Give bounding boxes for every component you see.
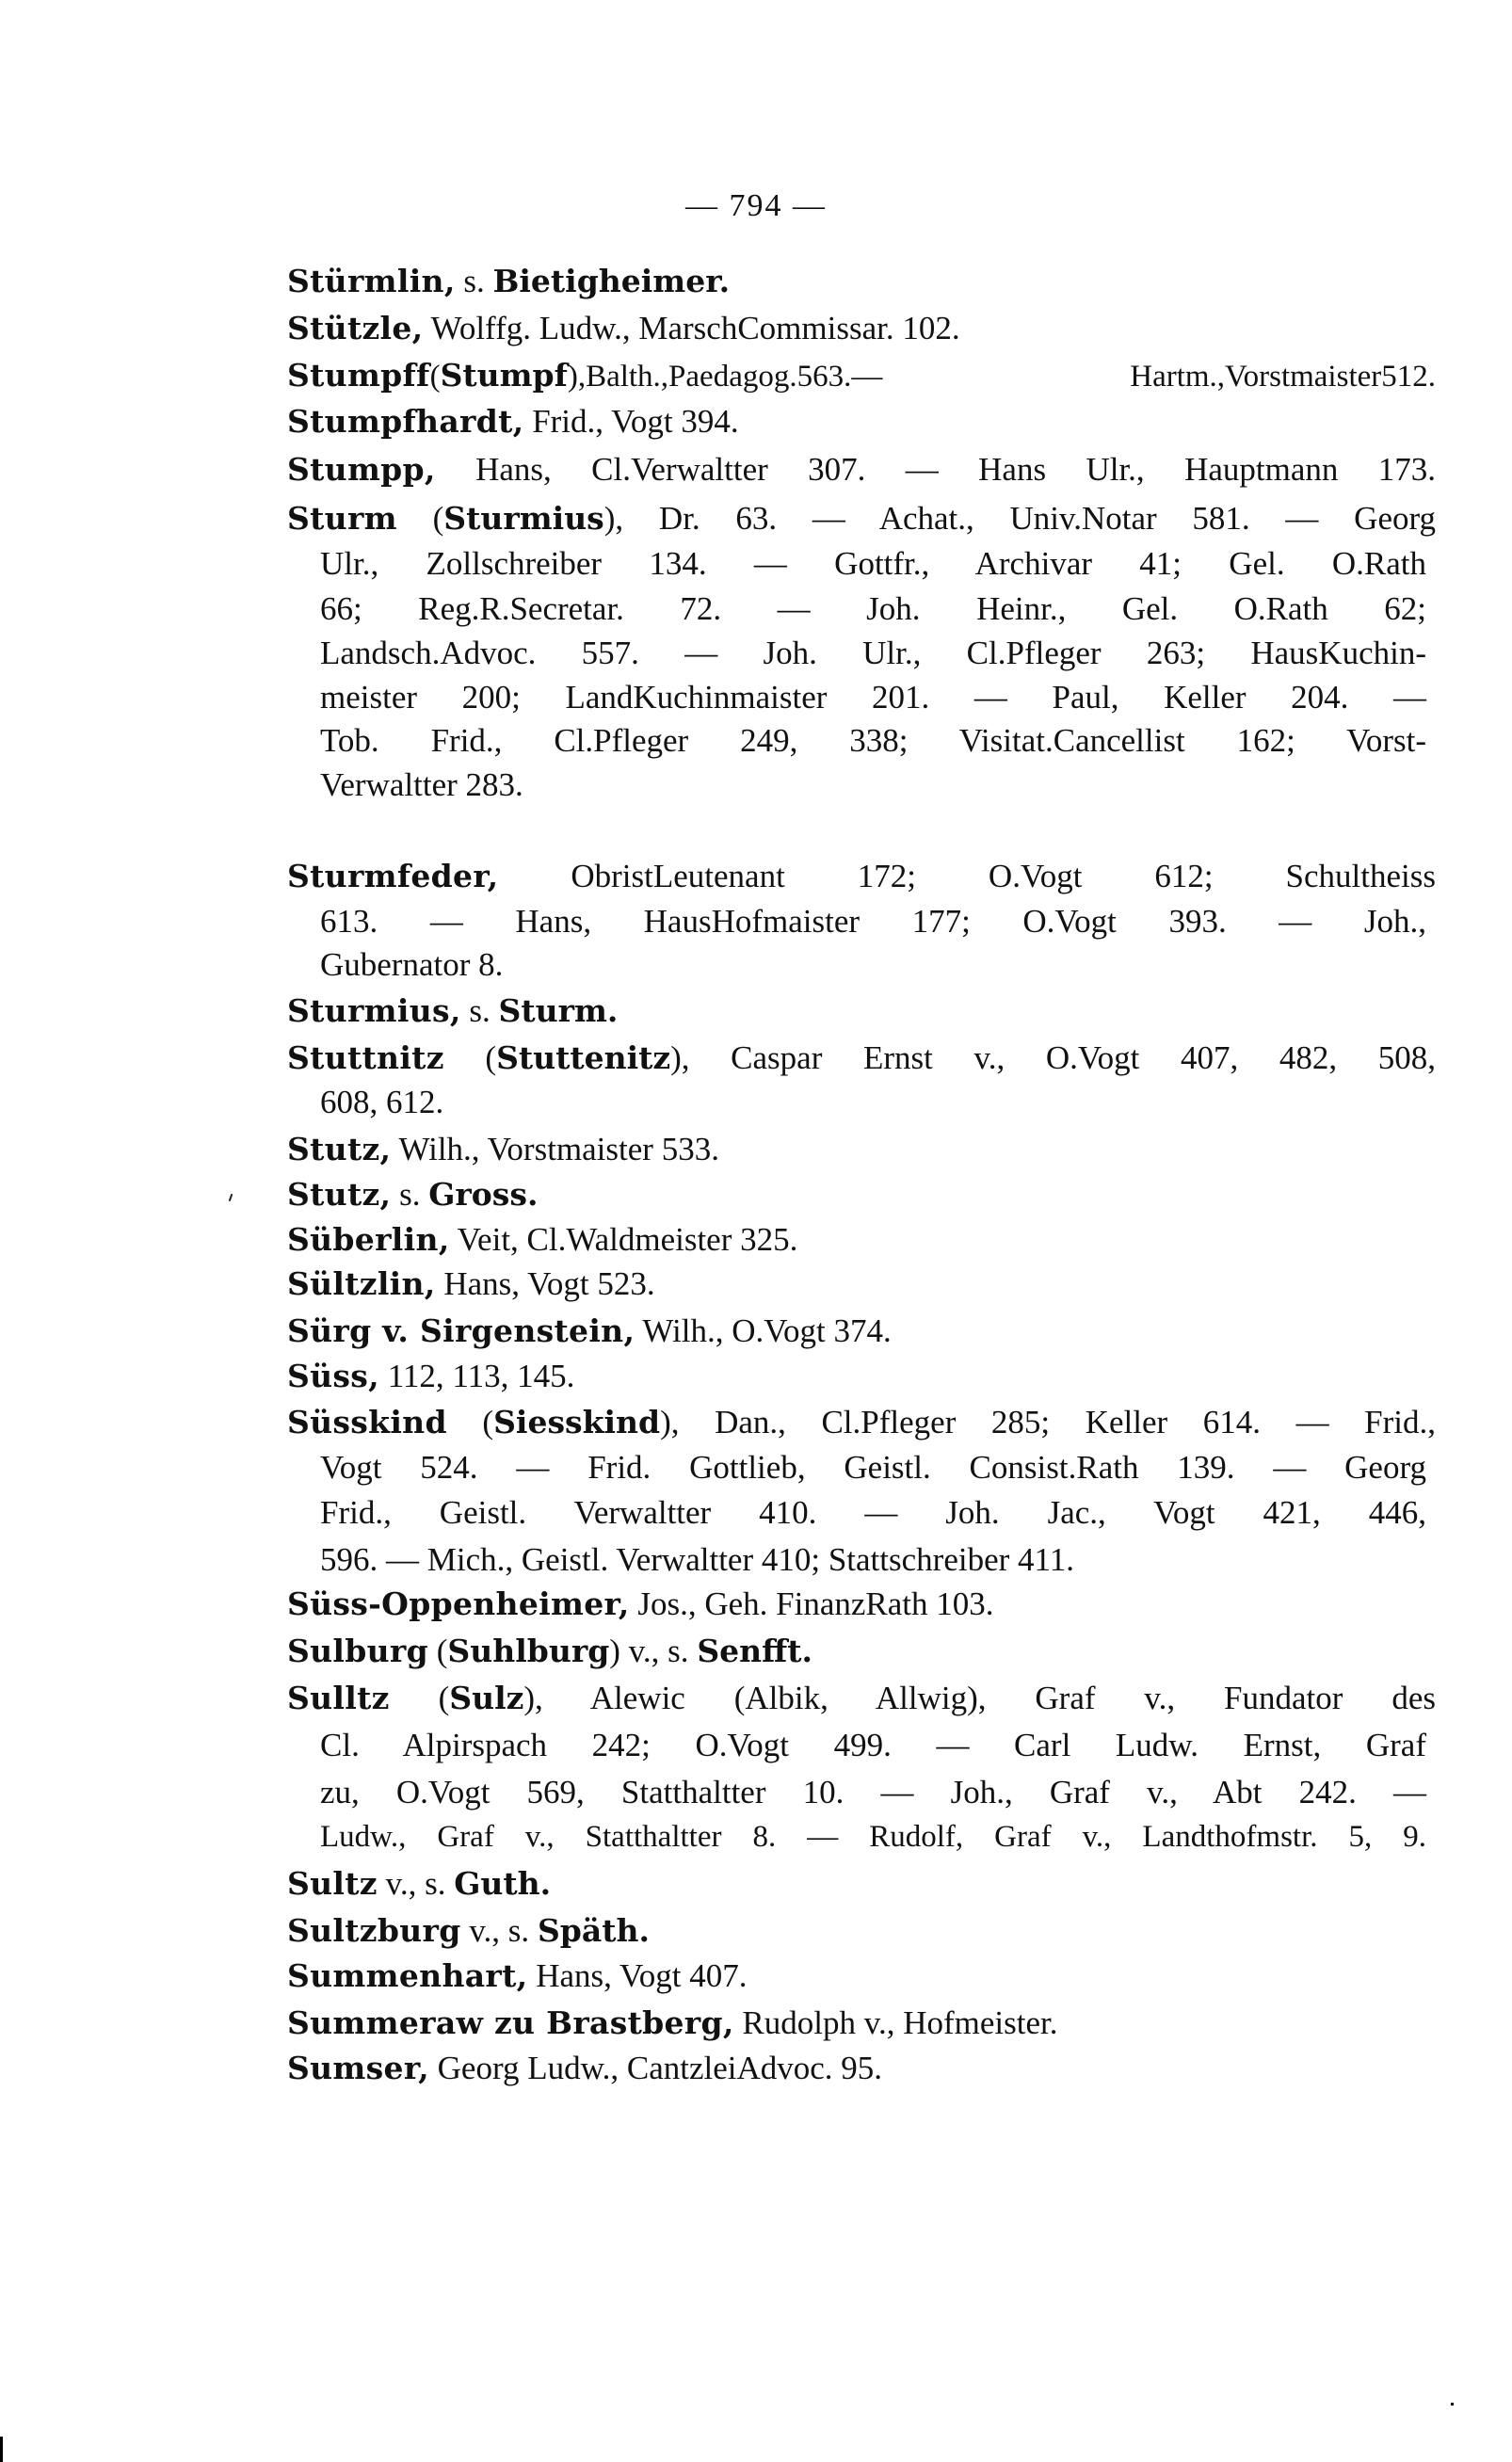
entry-continuation: Cl. Alpirspach 242; O.Vogt 499. — Carl Ludw. Ernst, Graf: [320, 1727, 1426, 1763]
entry-continuation: Verwaltter 283.: [320, 766, 523, 803]
entry-text: Jos., Geh. FinanzRath 103.: [629, 1585, 994, 1622]
entry-continuation: 608, 612.: [320, 1084, 444, 1120]
cross-reference: Suhlburg: [447, 1633, 610, 1669]
entry-line: [287, 2003, 1436, 2043]
entry-line: [287, 2049, 1436, 2088]
headword: Stutz,: [287, 1131, 392, 1167]
entry-continuation: 596. — Mich., Geistl. Verwaltter 410; Stattschreiber 411.: [320, 1541, 1074, 1578]
entry-text: Hans, Vogt 523.: [435, 1265, 655, 1302]
headword: Sultz: [287, 1865, 378, 1902]
entry-text: Rudolph v., Hofmeister.: [733, 2004, 1058, 2041]
entry-text: (: [389, 1680, 450, 1716]
entry-text: (: [443, 1039, 497, 1076]
entry-line: [287, 499, 1436, 539]
headword: Sumser,: [287, 2050, 429, 2086]
stray-mark: [229, 1194, 233, 1201]
entry-text: Wilh., Vorstmaister 533.: [391, 1131, 719, 1167]
headword: Stützle,: [287, 310, 424, 346]
entry-continuation: Ulr., Zollschreiber 134. — Gottfr., Archivar 41; Gel. O.Rath: [320, 545, 1426, 582]
headword: Sturmius,: [287, 992, 461, 1029]
cross-reference: Sturmius: [443, 500, 604, 537]
entry-continuation: 66; Reg.R.Secretar. 72. — Joh. Heinr., Gel. O.Rath 62;: [320, 590, 1426, 627]
cross-reference: Stuttenitz: [496, 1039, 671, 1076]
entry-line: [287, 402, 1436, 442]
entry-continuation: Landsch.Advoc. 557. — Joh. Ulr., Cl.Pfleger 263; HausKuchin-: [320, 635, 1426, 671]
cross-reference: Siesskind: [493, 1404, 661, 1440]
headword: Stumpp,: [287, 451, 436, 488]
entry-text: ), Alewic (Albik, Allwig), Graf v., Fundator des: [523, 1680, 1436, 1716]
entry-text: ),Balth.,Paedagog.563.— Hartm.,Vorstmaister512.: [567, 360, 1436, 394]
entry-text: s.: [455, 263, 493, 299]
entry-line: [287, 1357, 1436, 1396]
entry-continuation: zu, O.Vogt 569, Statthaltter 10. — Joh., Graf v., Abt 242. —: [320, 1774, 1426, 1810]
entry-continuation: Frid., Geistl. Verwaltter 410. — Joh. Jac., Vogt 421, 446,: [320, 1494, 1426, 1531]
entry-line: [287, 309, 1436, 348]
headword: Süberlin,: [287, 1221, 450, 1258]
entry-line: [287, 1864, 1436, 1904]
entry-text: ObristLeutenant 172; O.Vogt 612; Schultheiss: [498, 858, 1436, 894]
headword: Summenhart,: [287, 1957, 528, 1994]
cross-reference: Sulz: [449, 1680, 524, 1716]
entry-line: [287, 1175, 1436, 1215]
entry-text: Veit, Cl.Waldmeister 325.: [449, 1221, 798, 1258]
entry-text: (: [396, 500, 444, 537]
entry-text: 112, 113, 145.: [378, 1358, 575, 1394]
entry-continuation: Ludw., Graf v., Statthaltter 8. — Rudolf, Graf v., Landthofmstr. 5, 9.: [320, 1820, 1426, 1854]
headword: Sturm: [287, 500, 397, 537]
cross-reference: Späth.: [537, 1912, 650, 1949]
headword: Stumpff: [287, 357, 430, 394]
cross-reference: Gross.: [428, 1176, 539, 1213]
cross-reference: Sturm.: [498, 992, 619, 1029]
entry-text: s.: [460, 992, 499, 1029]
entry-text: ), Caspar Ernst v., O.Vogt 407, 482, 508,: [670, 1039, 1437, 1076]
entry-text: s.: [391, 1176, 429, 1213]
cross-reference: Stumpf: [440, 357, 568, 394]
headword: Sürg v. Sirgenstein,: [287, 1312, 635, 1349]
cross-reference: Bietigheimer.: [492, 263, 731, 299]
headword: Stuttnitz: [287, 1039, 444, 1076]
entry-line: [287, 1403, 1436, 1442]
entry-continuation: meister 200; LandKuchinmaister 201. — Paul, Keller 204. —: [320, 679, 1426, 716]
entry-line: [287, 1311, 1436, 1351]
entry-continuation: 613. — Hans, HausHofmaister 177; O.Vogt 393. — Joh.,: [320, 903, 1426, 940]
entry-line: [287, 1038, 1436, 1078]
entry-text: v., s.: [460, 1912, 538, 1949]
entry-text: (: [446, 1404, 494, 1440]
entry-text: ), Dan., Cl.Pfleger 285; Keller 614. — Frid.,: [660, 1404, 1436, 1440]
entry-line: [287, 991, 1436, 1031]
entry-text: (: [429, 360, 441, 394]
entry-text: Georg Ludw., CantzleiAdvoc. 95.: [428, 2050, 883, 2086]
entry-line: [287, 1130, 1436, 1169]
entry-line: [287, 450, 1436, 490]
headword: Summeraw zu Brastberg,: [287, 2004, 734, 2041]
entry-text: Hans, Vogt 407.: [527, 1957, 748, 1994]
entry-line: [287, 1911, 1436, 1951]
headword: Sulltz: [287, 1680, 390, 1716]
headword: Stutz,: [287, 1176, 392, 1213]
page-edge-mark: [0, 2437, 3, 2462]
entry-text: (: [428, 1633, 448, 1669]
cross-reference: Senfft.: [697, 1633, 812, 1669]
headword: Sültzlin,: [287, 1265, 436, 1302]
entry-text: Frid., Vogt 394.: [523, 403, 739, 440]
entry-continuation: Gubernator 8.: [320, 946, 504, 983]
entry-line: [287, 262, 1436, 301]
entry-continuation: Tob. Frid., Cl.Pfleger 249, 338; Visitat.Cancellist 162; Vorst-: [320, 722, 1426, 759]
entry-line: [287, 1632, 1436, 1671]
entry-line: [287, 356, 1436, 396]
entry-line: [287, 857, 1436, 896]
page-number: — 794 —: [685, 188, 827, 223]
entry-text: ), Dr. 63. — Achat., Univ.Notar 581. — Georg: [603, 500, 1437, 537]
stray-mark: [1451, 2403, 1454, 2406]
cross-reference: Guth.: [454, 1865, 552, 1902]
headword: Süss,: [287, 1358, 379, 1394]
entry-text: Hans, Cl.Verwaltter 307. — Hans Ulr., Hauptmann 173.: [435, 451, 1436, 488]
entry-continuation: Vogt 524. — Frid. Gottlieb, Geistl. Consist.Rath 139. — Georg: [320, 1449, 1426, 1486]
headword: Stumpfhardt,: [287, 403, 524, 440]
headword: Sturmfeder,: [287, 858, 499, 894]
entry-line: [287, 1679, 1436, 1718]
entry-text: Wilh., O.Vogt 374.: [635, 1312, 892, 1349]
headword: Süsskind: [287, 1404, 447, 1440]
headword: Sulburg: [287, 1633, 428, 1669]
headword: Stürmlin,: [287, 263, 456, 299]
entry-line: [287, 1956, 1436, 1996]
entry-line: [287, 1585, 1436, 1624]
entry-line: [287, 1220, 1436, 1260]
entry-text: ) v., s.: [609, 1633, 698, 1669]
entry-line: [287, 1264, 1436, 1304]
headword: Sultzburg: [287, 1912, 461, 1949]
entry-text: v., s.: [377, 1865, 455, 1902]
entry-text: Wolffg. Ludw., MarschCommissar. 102.: [423, 310, 960, 346]
headword: Süss-Oppenheimer,: [287, 1585, 630, 1622]
